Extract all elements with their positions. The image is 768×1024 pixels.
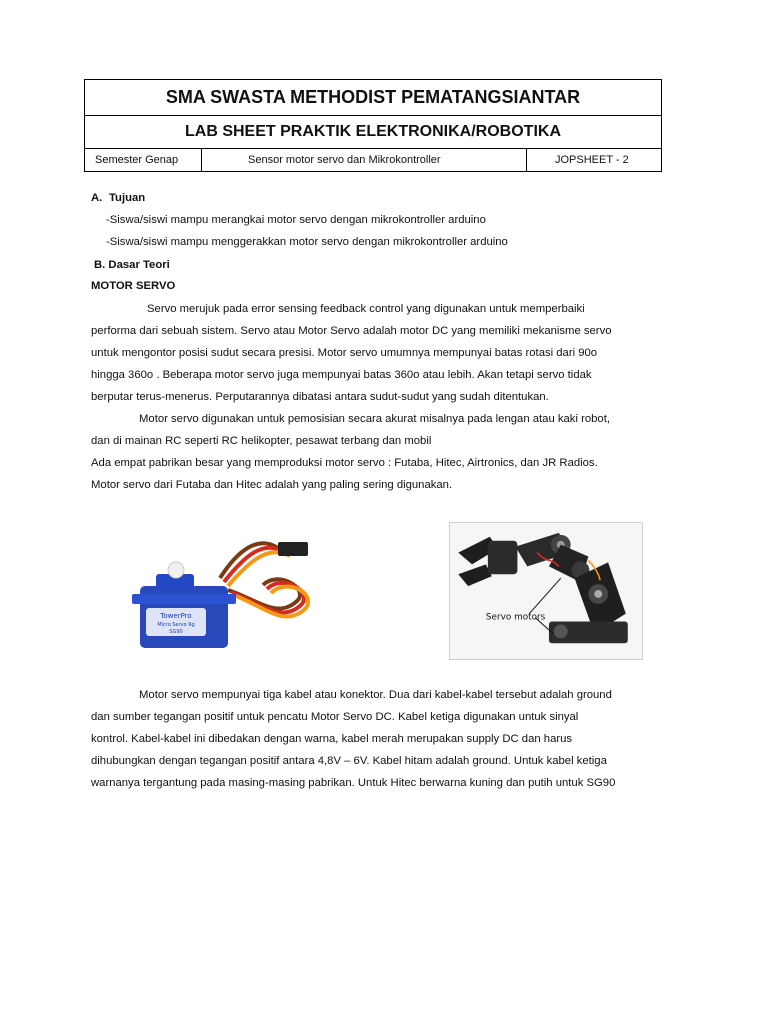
paragraph-line: kontrol. Kabel-kabel ini dibedakan dengan warna, kabel merah merupakan supply DC dan harus — [91, 733, 573, 745]
servo-brand-label: TowerPro — [160, 612, 192, 620]
paragraph-line: dihubungkan dengan tegangan positif antara 4,8V – 6V. Kabel hitam adalah ground. Untuk kabel ketiga — [91, 755, 607, 767]
paragraph-line: berputar terus-menerus. Perputarannya dibatasi antara sudut-sudut yang sudah ditentukan. — [91, 391, 549, 403]
paragraph-line: hingga 360o . Beberapa motor servo juga mempunyai batas 360o atau lebih. Akan tetapi servo tidak — [91, 369, 592, 381]
objective-item: -Siswa/siswi mampu menggerakkan motor servo dengan mikrokontroller arduino — [106, 236, 508, 248]
servo-motor-image — [128, 530, 323, 665]
paragraph-line: Motor servo dari Futaba dan Hitec adalah yang paling sering digunakan. — [91, 479, 453, 491]
motor-servo-heading: MOTOR SERVO — [91, 280, 176, 292]
paragraph-line: untuk mengontor posisi sudut secara presisi. Motor servo umumnya mempunyai batas rotasi dari 90o — [91, 347, 598, 359]
robot-arm-image — [449, 522, 643, 660]
objective-item: -Siswa/siswi mampu merangkai motor servo dengan mikrokontroller arduino — [106, 214, 486, 226]
paragraph-line: Motor servo mempunyai tiga kabel atau konektor. Dua dari kabel-kabel tersebut adalah ground — [139, 689, 612, 701]
section-a-letter: A. — [91, 192, 103, 204]
topic-cell: Sensor motor servo dan Mikrokontroller — [202, 149, 527, 171]
sheet-title: LAB SHEET PRAKTIK ELEKTRONIKA/ROBOTIKA — [85, 116, 661, 149]
paragraph-line: Motor servo digunakan untuk pemosisian secara akurat misalnya pada lengan atau kaki robot, — [139, 413, 610, 425]
paragraph-line: Servo merujuk pada error sensing feedback control yang digunakan untuk memperbaiki — [147, 303, 585, 315]
paragraph-line: Ada empat pabrikan besar yang memproduksi motor servo : Futaba, Hitec, Airtronics, dan JR Radios. — [91, 457, 598, 469]
servo-motor-illustration — [128, 530, 323, 665]
header-info-row — [85, 149, 661, 171]
paragraph-line: performa dari sebuah sistem. Servo atau Motor Servo adalah motor DC yang memiliki mekanisme servo — [91, 325, 612, 337]
paragraph-line: dan di mainan RC seperti RC helikopter, pesawat terbang dan mobil — [91, 435, 432, 447]
section-b-heading: B. Dasar Teori — [94, 259, 170, 271]
semester-cell: Semester Genap — [85, 149, 202, 171]
section-a-heading: Tujuan — [109, 192, 146, 204]
paragraph-line: dan sumber tegangan positif untuk pencatu Motor Servo DC. Kabel ketiga digunakan untuk sinyal — [91, 711, 579, 723]
servo-motors-caption: Servo motors — [485, 612, 546, 623]
robot-arm-illustration — [450, 523, 642, 659]
header-table — [84, 79, 662, 172]
paragraph-line: warnanya tergantung pada masing-masing pabrikan. Untuk Hitec berwarna kuning dan putih untuk SG90 — [91, 777, 616, 789]
servo-model-label: Micro Servo 9g — [157, 622, 195, 628]
school-name: SMA SWASTA METHODIST PEMATANGSIANTAR — [85, 80, 661, 116]
sheet-code-cell: JOPSHEET - 2 — [555, 154, 629, 166]
servo-code-label: SG90 — [169, 629, 183, 635]
